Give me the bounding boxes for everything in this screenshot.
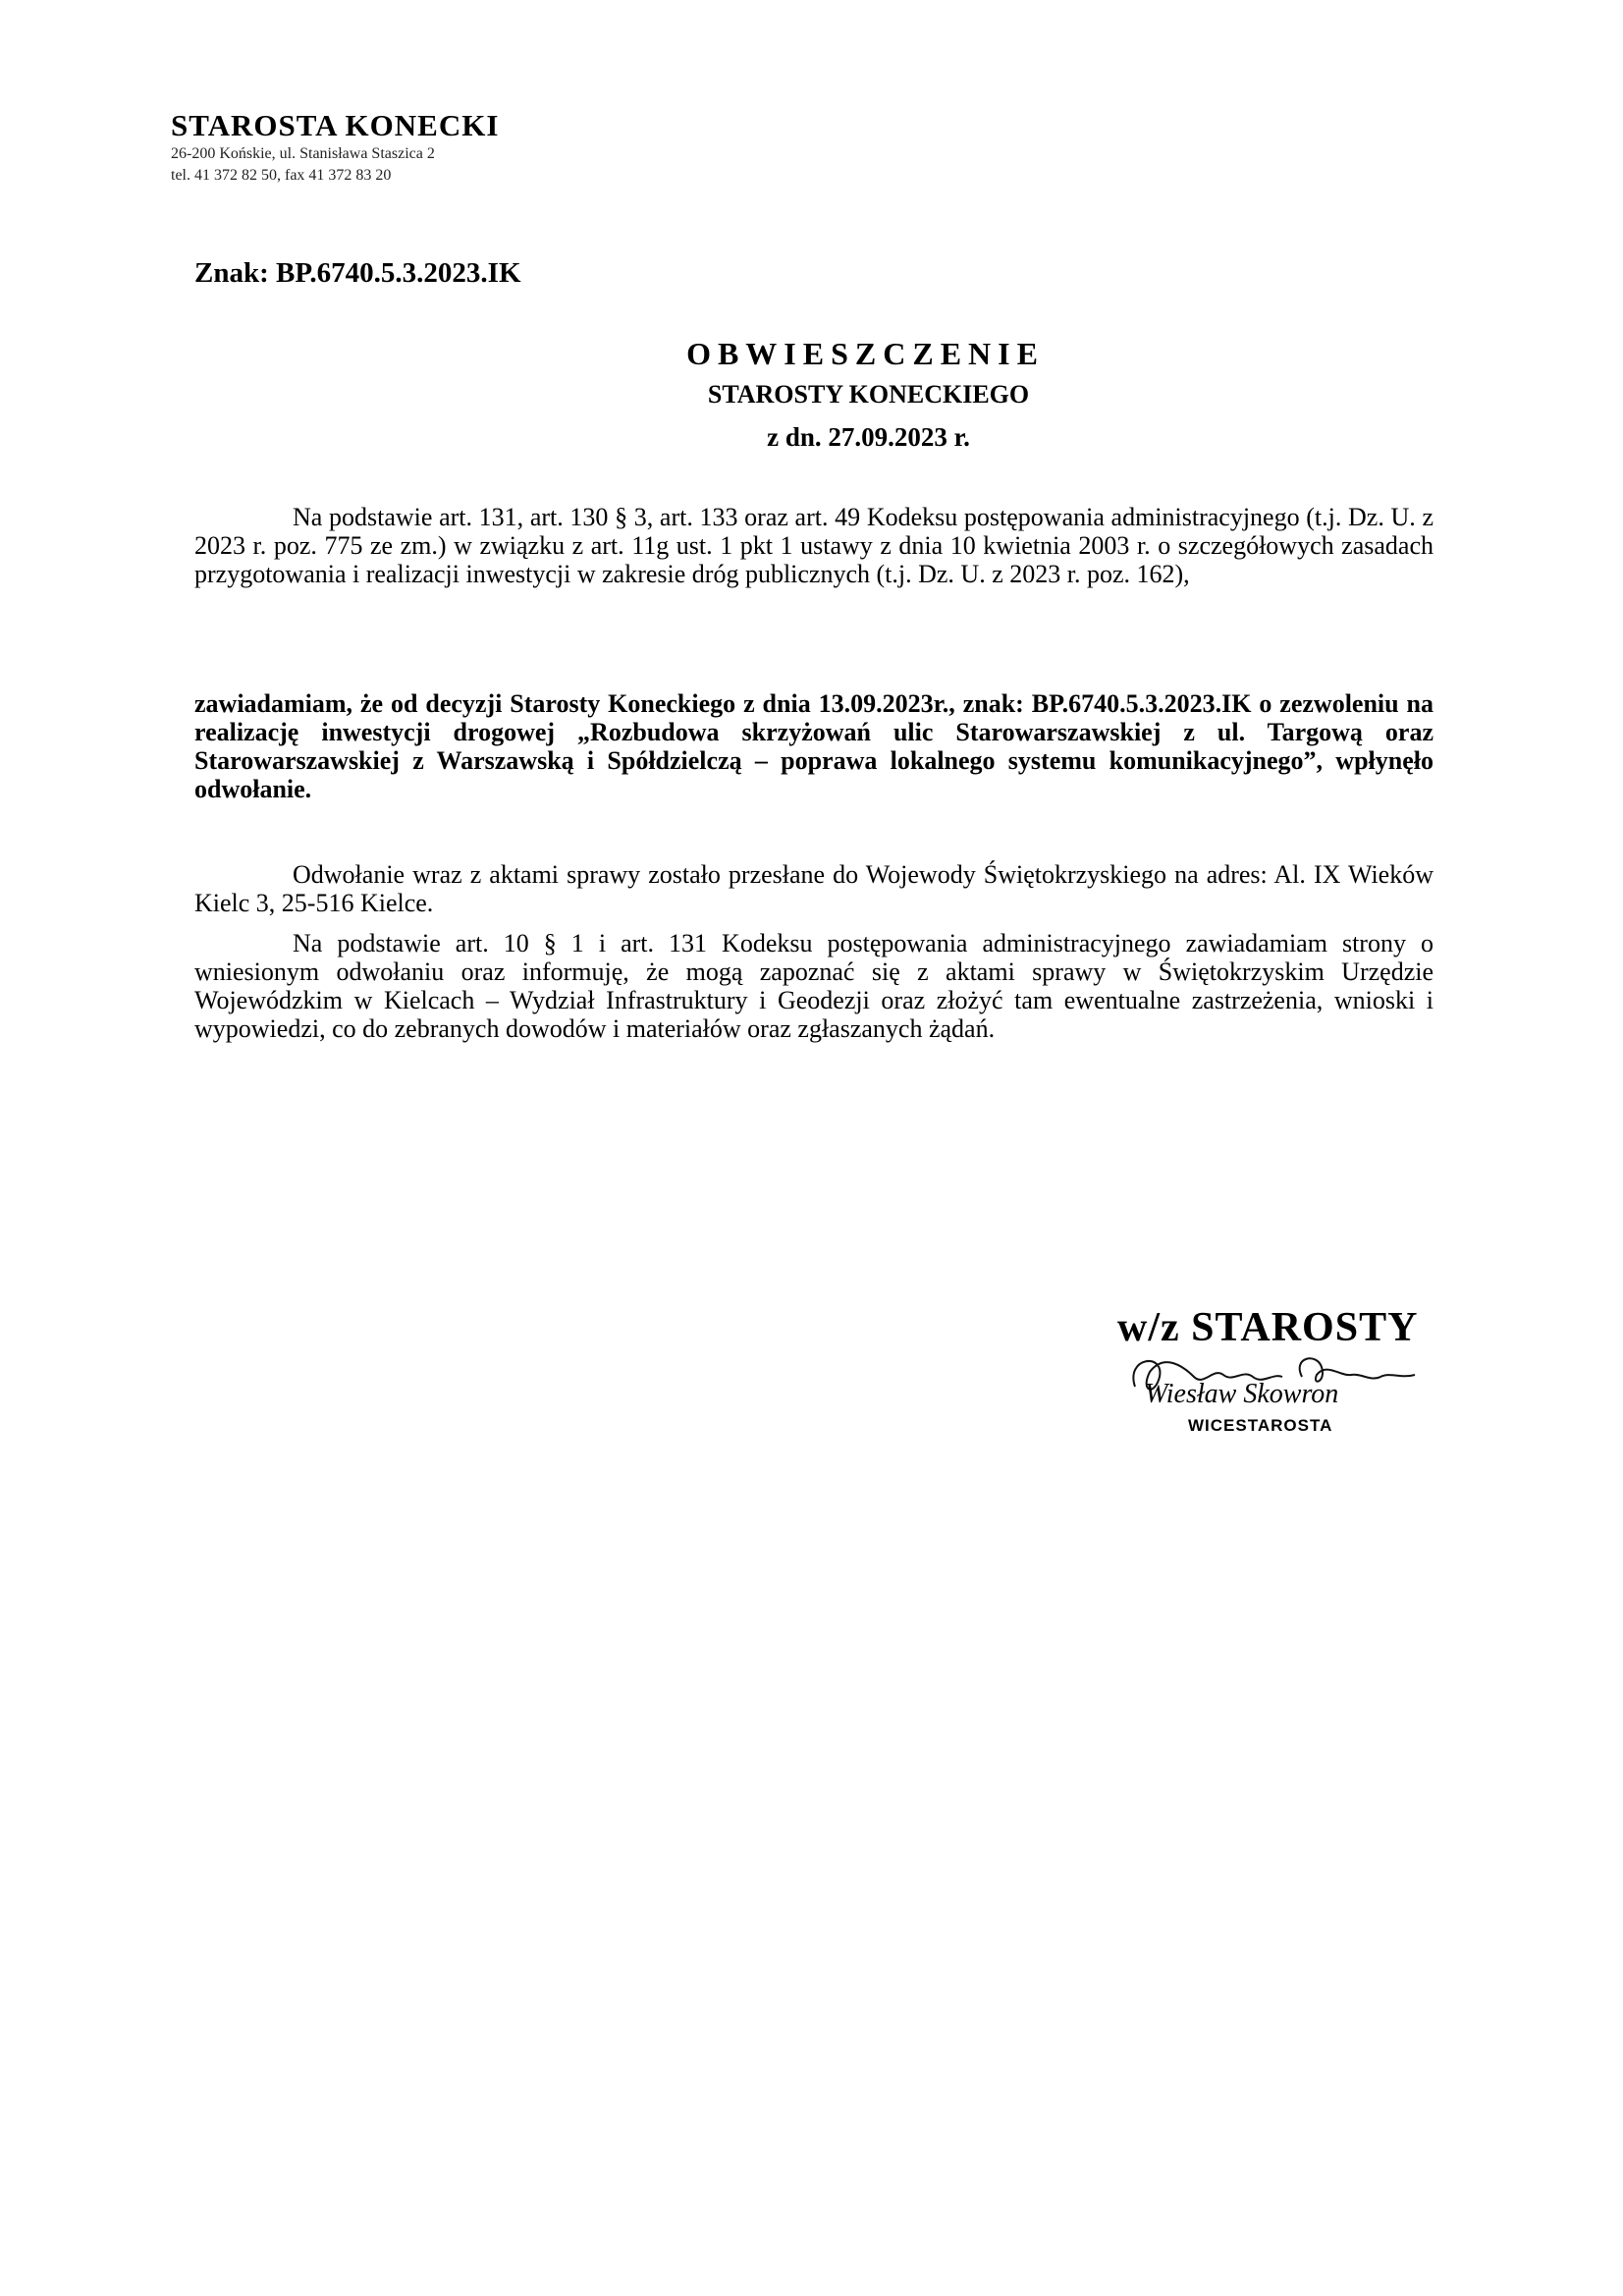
sender-contact: tel. 41 372 82 50, fax 41 372 83 20 [171, 167, 392, 184]
notice-heading [0, 332, 1623, 460]
notice-date: z dn. 27.09.2023 r. [767, 422, 970, 452]
signatory-role: WICESTAROSTA [1188, 1416, 1333, 1435]
paragraph-text: zawiadamiam, że od decyzji Starosty Koneckiego z dnia 13.09.2023r., znak: BP.6740.5.3.2023.IK o zezwoleniu na realizację inwestycji drogowej „Rozbudowa skrzyżowań ulic Starowarszawskiej z ul. Targową oraz Starowarszawskiej z Warszawską i Spółdzielczą – poprawa lokalnego systemu komunikacyjnego”, wpłynęło odwołanie. [194, 689, 1434, 803]
signature-block [1117, 1304, 1451, 1435]
notice-title: OBWIESZCZENIE [686, 336, 1045, 371]
appeal-forwarded-paragraph [194, 860, 1434, 917]
parties-information-paragraph [194, 929, 1434, 1043]
paragraph-text: Na podstawie art. 10 § 1 i art. 131 Kodeksu postępowania administracyjnego zawiadamiam strony o wniesionym odwołaniu oraz informuję, że mogą zapoznać się z aktami sprawy w Świętokrzyskim Urzędzie Wojewódzkim w Kielcach – Wydział Infrastruktury i Geodezji oraz złożyć tam ewentualne zastrzeżenia, wnioski i wypowiedzi, co do zebranych dowodów i materiałów oraz zgłaszanych żądań. [194, 929, 1434, 1043]
signature-title: w/z STAROSTY [1117, 1305, 1419, 1350]
paragraph-text: Odwołanie wraz z aktami sprawy zostało przesłane do Wojewody Świętokrzyskiego na adres: Al. IX Wieków Kielc 3, 25-516 Kielce. [194, 860, 1434, 917]
paragraph-text: Na podstawie art. 131, art. 130 § 3, art. 133 oraz art. 49 Kodeksu postępowania administracyjnego (t.j. Dz. U. z 2023 r. poz. 775 ze zm.) w związku z art. 11g ust. 1 pkt 1 ustawy z dnia 10 kwietnia 2003 r. o szczegółowych zasadach przygotowania i realizacji inwestycji w zakresie dróg publicznych (t.j. Dz. U. z 2023 r. poz. 162), [194, 503, 1434, 588]
notice-subtitle: STAROSTY KONECKIEGO [707, 380, 1030, 409]
sender-address: 26-200 Końskie, ul. Stanisława Staszica 2 [171, 145, 435, 162]
reference-number: Znak: BP.6740.5.3.2023.IK [194, 257, 521, 289]
legal-basis-paragraph [194, 503, 1434, 588]
sender-header [171, 108, 499, 187]
notification-paragraph [194, 689, 1434, 803]
sender-name: STAROSTA KONECKI [171, 108, 500, 142]
signatory-name: Wiesław Skowron [1145, 1379, 1339, 1409]
